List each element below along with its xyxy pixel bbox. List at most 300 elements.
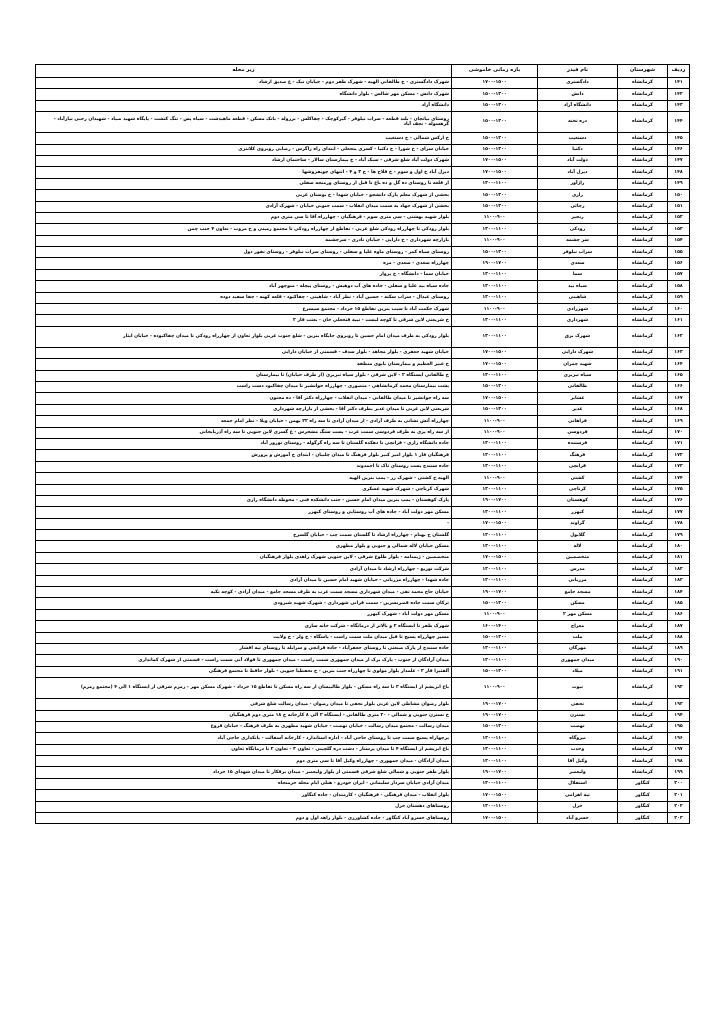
outage-table-sheet: [35, 64, 689, 824]
time-range-cell: ۱۷۰۰-۱۵۰۰: [452, 155, 538, 166]
city-cell: کرمانشاه: [618, 247, 668, 258]
row-number-cell: ۱۸۸: [668, 632, 690, 643]
row-number-cell: ۱۶۴: [668, 359, 690, 370]
row-number-cell: ۱۶۲: [668, 326, 690, 347]
area-cell: روستاهای دهستان خزل: [36, 801, 452, 812]
row-number-cell: ۱۴۵: [668, 133, 690, 144]
time-range-cell: ۱۹۰۰-۱۷۰۰: [452, 767, 538, 778]
row-number-cell: ۲۰۲: [668, 801, 690, 812]
city-cell: کرمانشاه: [618, 461, 668, 472]
time-range-cell: ۱۹۰۰-۱۷۰۰: [452, 587, 538, 598]
time-range-cell: ۱۷۰۰-۱۵۰۰: [452, 790, 538, 801]
city-cell: کرمانشاه: [618, 393, 668, 404]
time-range-cell: ۱۷۰۰-۱۵۰۰: [452, 813, 538, 824]
area-cell: خ ارکس شمالی - خ دستغیب: [36, 133, 452, 144]
city-cell: کرمانشاه: [618, 212, 668, 223]
table-row: [36, 347, 690, 358]
row-number-cell: ۱۶۹: [668, 416, 690, 427]
time-range-cell: ۱۳۰۰-۱۱۰۰: [452, 507, 538, 518]
row-number-cell: ۱۵۷: [668, 269, 690, 280]
row-number-cell: ۱۷۴: [668, 473, 690, 484]
time-range-cell: ۱۹۰۰-۱۷۰۰: [452, 710, 538, 721]
time-range-cell: ۱۱۰۰-۹۰۰: [452, 212, 538, 223]
row-number-cell: ۱۸۶: [668, 609, 690, 620]
row-number-cell: ۱۴۸: [668, 167, 690, 178]
area-cell: خیابان حاج محمد تقی - میدان شهرداری مسجد سمت غرب به طرف مسجد جامع - میدان آزادی - کوچه تکیه: [36, 587, 452, 598]
feeder-cell: مسکن: [538, 598, 618, 609]
row-number-cell: ۱۴۱: [668, 78, 690, 89]
table-row: [36, 801, 690, 812]
time-range-cell: ۱۵۰۰-۱۳۰۰: [452, 381, 538, 392]
row-number-cell: ۱۵۰: [668, 190, 690, 201]
time-range-cell: ۱۳۰۰-۱۱۰۰: [452, 575, 538, 586]
feeder-cell: سما: [538, 269, 618, 280]
area-cell: خیابان شهید جعفری - بلوار مجاهد - بلوار سدف - قسمتی از خیابان دارایی: [36, 347, 452, 358]
time-range-cell: ۱۳۰۰-۱۱۰۰: [452, 438, 538, 449]
row-number-cell: ۱۶۱: [668, 315, 690, 326]
area-cell: جاده شهدا - چهارراه مرزبانی - خیابان شهید امام حسین تا میدان آزادی: [36, 575, 452, 586]
table-row: [36, 89, 690, 100]
feeder-cell: دانشگاه آزاد: [538, 100, 618, 111]
area-cell: جاده سنندج پست روستای تاک تا احمدوند: [36, 461, 452, 472]
area-cell: دانشگاه آزاد: [36, 100, 452, 111]
table-row: [36, 587, 690, 598]
feeder-cell: استقلال: [538, 778, 618, 789]
city-cell: کرمانشاه: [618, 144, 668, 155]
area-cell: روستای بیانچان - بلند قطعه - سراب نیلوفر - گیرکوچک - چقاکلس - برزوله - بانک مسکن - قطعه ماهیدشت - سیاه پس - تنگ کنشت - پایگاه شهید صیاد - شهیدان رجبی نیازآباد - گرهسوله - نجف آباد: [36, 112, 452, 133]
table-row: [36, 167, 690, 178]
city-cell: کرمانشاه: [618, 621, 668, 632]
area-cell: شهرک ظفر تا ایستگاه ۲ و بالاتر از درمانگاه - شرکت خانه سازی: [36, 621, 452, 632]
area-cell: بلوار ظفر جنوبی و شمالی شلغ شرقی قسمتی از بلوار ولیعصر - میدان برقکار تا میدان شهدای ۱۵ خرداد: [36, 767, 452, 778]
feeder-cell: سپاه تبریزی: [538, 370, 618, 381]
table-row: [36, 813, 690, 824]
area-cell: خ شریعتی لاین شرقی تا کوچه لیست - تیپه قتحعلی خان - بعثت فاز ۲: [36, 315, 452, 326]
time-range-cell: ۱۵۰۰-۱۳۰۰: [452, 247, 538, 258]
row-number-cell: ۱۵۸: [668, 281, 690, 292]
city-cell: کرمانشاه: [618, 473, 668, 484]
table-row: [36, 258, 690, 269]
city-cell: کرمانشاه: [618, 484, 668, 495]
time-range-cell: ۱۳۰۰-۱۱۰۰: [452, 756, 538, 767]
time-range-cell: ۱۹۰۰-۱۷۰۰: [452, 258, 538, 269]
feeder-cell: مسکن مهر ۲: [538, 609, 618, 620]
time-range-cell: ۱۵۰۰-۱۳۰۰: [452, 201, 538, 212]
row-number-cell: ۱۴۹: [668, 178, 690, 189]
feeder-cell: کشتی: [538, 473, 618, 484]
feeder-cell: نبوت: [538, 678, 618, 699]
feeder-cell: رنجبر: [538, 212, 618, 223]
table-row: [36, 359, 690, 370]
row-number-cell: ۱۹۸: [668, 756, 690, 767]
feeder-cell: تپه اهرامی: [538, 790, 618, 801]
table-row: [36, 575, 690, 586]
column-header-row-number: ردیف: [668, 65, 690, 78]
area-cell: مسکن خیابان لاله شمالی و جنوبی و بلوار مطهری: [36, 541, 452, 552]
table-row: [36, 281, 690, 292]
area-cell: شهرک دادگستری - خ طالقانی الهیه - شهرک ظفر دوم - خیابان نیک - ع صدیق ارشاد: [36, 78, 452, 89]
area-cell: بلوار رودکی تا چهارراه رودکی شلغ غربی - تقاطع از چهارراه رودکی تا مجتمع زمینی و خ مروت - تعاون ۴ جنب چمن: [36, 224, 452, 235]
time-range-cell: ۱۳۰۰-۱۱۰۰: [452, 326, 538, 347]
row-number-cell: ۱۷۸: [668, 518, 690, 529]
feeder-cell: فردوسی: [538, 427, 618, 438]
time-range-cell: ۱۵۰۰-۱۳۰۰: [452, 632, 538, 643]
feeder-cell: عشاير: [538, 393, 618, 404]
time-range-cell: ۱۳۰۰-۱۱۰۰: [452, 530, 538, 541]
row-number-cell: ۱۶۶: [668, 381, 690, 392]
row-number-cell: ۱۷۶: [668, 495, 690, 506]
feeder-cell: شهرزادی: [538, 304, 618, 315]
area-cell: پشت بیمارستان محمد کرمانشاهی - منصوری - چهارراه جوانشیر تا میدان چقاکبود دست راست: [36, 381, 452, 392]
time-range-cell: ۱۵۰۰-۱۳۰۰: [452, 666, 538, 677]
time-range-cell: ۱۷۰۰-۱۵۰۰: [452, 393, 538, 404]
city-cell: کرمانشاه: [618, 495, 668, 506]
time-range-cell: ۱۳۰۰-۱۱۰۰: [452, 461, 538, 472]
city-cell: کرمانشاه: [618, 281, 668, 292]
city-cell: کرمانشاه: [618, 632, 668, 643]
city-cell: کرمانشاه: [618, 643, 668, 654]
area-cell: بازارچه شهرداری - خ دارایی - خیابان نادری - سرچشمه: [36, 235, 452, 246]
area-cell: آلفتیرا فاز ۳ - علمدار بلوار مولوی تا چهارراه جنب بنزین - خ نحفظیا جنوبی - بلوار حافظ تا مجتمع فرهنگی: [36, 666, 452, 677]
row-number-cell: ۱۸۰: [668, 541, 690, 552]
table-row: [36, 678, 690, 699]
area-cell: مسکن مهر دولت آباد - جاده های آب روستایی و روستای کیهزر: [36, 507, 452, 518]
area-cell: بلوار شهید بهشتی - سی متری سوم - فرهنگیان - چهارراه آقا تا سی متری دوم: [36, 212, 452, 223]
row-number-cell: ۱۸۲: [668, 564, 690, 575]
area-cell: خ طالقانی ایستگاه ۲ - لاین شرقی - بلوار سپاه تبریزی (از طرف خیابان) تا بیمارستان: [36, 370, 452, 381]
area-cell: -: [36, 518, 452, 529]
feeder-cell: سراب نیلوفر: [538, 247, 618, 258]
table-header-row: [36, 65, 690, 78]
row-number-cell: ۱۴۴: [668, 112, 690, 133]
feeder-cell: قزانچی: [538, 461, 618, 472]
table-row: [36, 112, 690, 133]
city-cell: کرمانشاه: [618, 269, 668, 280]
feeder-cell: دادگستری: [538, 78, 618, 89]
city-cell: کرمانشاه: [618, 224, 668, 235]
city-cell: کرمانشاه: [618, 710, 668, 721]
city-cell: کرمانشاه: [618, 258, 668, 269]
table-row: [36, 530, 690, 541]
time-range-cell: ۱۳۰۰-۱۱۰۰: [452, 292, 538, 303]
row-number-cell: ۲۰۰: [668, 778, 690, 789]
time-range-cell: ۱۳۰۰-۱۱۰۰: [452, 178, 538, 189]
row-number-cell: ۱۵۲: [668, 212, 690, 223]
row-number-cell: ۱۹۶: [668, 733, 690, 744]
area-cell: باغ ابریشم از ایستگاه ۴ تا میدان پرستار - دشت دره گلچینی - تعاون ۳ - تعاون ۲ تا درمانگاه تعاون: [36, 744, 452, 755]
row-number-cell: ۱۵۱: [668, 201, 690, 212]
city-cell: کرمانشاه: [618, 78, 668, 89]
feeder-cell: مسجد جامع: [538, 587, 618, 598]
feeder-cell: میلاد: [538, 666, 618, 677]
area-cell: گلستان خ بهنام - چهارراه ارشاد تا گلستان سمت چپ - خیابان گلسرخ: [36, 530, 452, 541]
outage-schedule-table: [35, 64, 690, 824]
city-cell: کرمانشاه: [618, 587, 668, 598]
column-header-feeder: نام فیدر: [538, 65, 618, 78]
row-number-cell: ۱۸۳: [668, 575, 690, 586]
time-range-cell: ۱۳۰۰-۱۱۰۰: [452, 224, 538, 235]
table-row: [36, 326, 690, 347]
area-cell: الهیه خ کشتی - شهرک رز - پمپ بنزین الهیه: [36, 473, 452, 484]
time-range-cell: ۱۵۰۰-۱۳۰۰: [452, 100, 538, 111]
time-range-cell: ۱۷۰۰-۱۵۰۰: [452, 347, 538, 358]
city-cell: کرمانشاه: [618, 89, 668, 100]
feeder-cell: مرزبانی: [538, 575, 618, 586]
time-range-cell: ۱۳۰۰-۱۱۰۰: [452, 541, 538, 552]
feeder-cell: لاله: [538, 541, 618, 552]
table-row: [36, 767, 690, 778]
time-range-cell: ۱۷۰۰-۱۵۰۰: [452, 167, 538, 178]
area-cell: بخشی از شهرک معلم پارک دانشجو - خیابان شهدا - خ بوستان غربی: [36, 190, 452, 201]
area-cell: مسکن مهر دولت آباد - شهرک کیهزر: [36, 609, 452, 620]
row-number-cell: ۱۷۹: [668, 530, 690, 541]
city-cell: کرمانشاه: [618, 575, 668, 586]
area-cell: شریعتی لاین غربی تا میدان غدیر بطرف دکتر آقا - بخشی از بازارچه شهرداری: [36, 404, 452, 415]
table-row: [36, 507, 690, 518]
area-cell: روستای سیاه کمر - روستای ماوه علیا و سفلی - روستای سراب نیلوفر - روستای نقور دول: [36, 247, 452, 258]
row-number-cell: ۱۹۷: [668, 744, 690, 755]
row-number-cell: ۱۶۷: [668, 393, 690, 404]
time-range-cell: ۱۳۰۰-۱۱۰۰: [452, 370, 538, 381]
feeder-cell: نجفی: [538, 699, 618, 710]
time-range-cell: ۱۷۰۰-۱۵۰۰: [452, 552, 538, 563]
row-number-cell: ۱۵۶: [668, 258, 690, 269]
city-cell: کرمانشاه: [618, 666, 668, 677]
time-range-cell: ۱۵۰۰-۱۳۰۰: [452, 89, 538, 100]
city-cell: کرمانشاه: [618, 756, 668, 767]
city-cell: کرمانشاه: [618, 678, 668, 699]
area-cell: شهرک دانش - مسکن مهر شالس - بلوار دانشگاه: [36, 89, 452, 100]
feeder-cell: دانش: [538, 89, 618, 100]
feeder-cell: ملت: [538, 632, 618, 643]
feeder-cell: خزل: [538, 801, 618, 812]
table-row: [36, 178, 690, 189]
row-number-cell: ۱۴۷: [668, 155, 690, 166]
table-row: [36, 710, 690, 721]
city-cell: کرمانشاه: [618, 767, 668, 778]
area-cell: خ عبیر العظیم و بیمارستان بابوی منطقه: [36, 359, 452, 370]
city-cell: کرمانشاه: [618, 326, 668, 347]
feeder-cell: رجائی: [538, 201, 618, 212]
feeder-cell: نسترن: [538, 710, 618, 721]
feeder-cell: راژآور: [538, 178, 618, 189]
feeder-cell: میدان جمهوری: [538, 655, 618, 666]
table-row: [36, 100, 690, 111]
area-cell: از قلعه تا روستای ده گل و ده باغ تا قبل از روستای ورمنجه سفلی: [36, 178, 452, 189]
city-cell: کرمانشاه: [618, 315, 668, 326]
row-number-cell: ۱۵۵: [668, 247, 690, 258]
feeder-cell: گراوند: [538, 518, 618, 529]
area-cell: بخشی از شهرک جهاد به سمت میدان انقلاب - سمت جنوبی خیابان - شهرک آزادی: [36, 201, 452, 212]
time-range-cell: ۱۳۰۰-۱۱۰۰: [452, 564, 538, 575]
table-row: [36, 655, 690, 666]
time-range-cell: ۱۱۰۰-۹۰۰: [452, 473, 538, 484]
city-cell: کرمانشاه: [618, 133, 668, 144]
time-range-cell: ۱۳۰۰-۱۱۰۰: [452, 269, 538, 280]
city-cell: کنگاور: [618, 790, 668, 801]
table-row: [36, 699, 690, 710]
city-cell: کرمانشاه: [618, 359, 668, 370]
area-cell: باغ ابریشم از ایستگاه ۳ تا سه راه مسکن - بلوار طالبیسان از سه راه مسکن تا تقاطع ۱۵ خرداد - شهرک مسکن مهر - زمزم شرقی از ایستگاه ۱ الی ۴ (مجتمع زمزم): [36, 678, 452, 699]
feeder-cell: دره تخته: [538, 112, 618, 133]
row-number-cell: ۱۹۵: [668, 721, 690, 732]
feeder-cell: فرهنگ: [538, 450, 618, 461]
table-row: [36, 144, 690, 155]
area-cell: ترکان سمت جاده قصرنسرین - سمت قرانی شهرداری - شهرک شهید شیرودی: [36, 598, 452, 609]
row-number-cell: ۱۹۹: [668, 767, 690, 778]
table-row: [36, 381, 690, 392]
feeder-cell: دستغیب: [538, 133, 618, 144]
time-range-cell: ۱۵۰۰-۱۳۰۰: [452, 598, 538, 609]
feeder-cell: شهرداری: [538, 315, 618, 326]
feeder-cell: شهرک برق: [538, 326, 618, 347]
table-row: [36, 155, 690, 166]
feeder-cell: شهید چمران: [538, 359, 618, 370]
time-range-cell: ۱۳۰۰-۱۱۰۰: [452, 484, 538, 495]
row-number-cell: ۱۹۳: [668, 699, 690, 710]
row-number-cell: ۱۶۳: [668, 347, 690, 358]
row-number-cell: ۱۶۸: [668, 404, 690, 415]
feeder-cell: کوهستان: [538, 495, 618, 506]
city-cell: کرمانشاه: [618, 190, 668, 201]
feeder-cell: طالقانی: [538, 381, 618, 392]
feeder-cell: فرستنده: [538, 438, 618, 449]
table-body: [36, 78, 690, 824]
time-range-cell: ۱۳۰۰-۱۱۰۰: [452, 281, 538, 292]
table-row: [36, 404, 690, 415]
feeder-cell: سیاه بید: [538, 281, 618, 292]
table-row: [36, 632, 690, 643]
city-cell: کرمانشاه: [618, 552, 668, 563]
city-cell: کرمانشاه: [618, 721, 668, 732]
city-cell: کرمانشاه: [618, 167, 668, 178]
feeder-cell: دیزل آباد: [538, 167, 618, 178]
time-range-cell: ۱۱۰۰-۹۰۰: [452, 609, 538, 620]
city-cell: کرمانشاه: [618, 235, 668, 246]
table-row: [36, 744, 690, 755]
city-cell: کرمانشاه: [618, 427, 668, 438]
table-row: [36, 609, 690, 620]
row-number-cell: ۱۵۳: [668, 224, 690, 235]
table-row: [36, 473, 690, 484]
table-row: [36, 733, 690, 744]
table-row: [36, 598, 690, 609]
time-range-cell: ۱۵۰۰-۱۳۰۰: [452, 112, 538, 133]
city-cell: کرمانشاه: [618, 201, 668, 212]
time-range-cell: ۱۳۰۰-۱۱۰۰: [452, 315, 538, 326]
time-range-cell: ۱۳۰۰-۱۱۰۰: [452, 655, 538, 666]
city-cell: کرمانشاه: [618, 609, 668, 620]
area-cell: پرچهاراه پسیچ سمت چپ تا روستای حاجی آباد - اداره استاندارد - کارخانه آسفالت - بانکداری حاجی آباد: [36, 733, 452, 744]
row-number-cell: ۱۹۰: [668, 655, 690, 666]
area-cell: میدان آزادی خیابان سردار سلیمانی - ایران خودرو - هتلی ایام محله خرمنجاه: [36, 778, 452, 789]
area-cell: مسیر چهارراه پسیج تا قبل میدان ملت سمت راست - پاسگاه - خ ولز - خ ولایت: [36, 632, 452, 643]
time-range-cell: ۱۱۰۰-۹۰۰: [452, 235, 538, 246]
row-number-cell: ۱۷۲: [668, 450, 690, 461]
table-row: [36, 564, 690, 575]
row-number-cell: ۱۸۷: [668, 621, 690, 632]
feeder-cell: گلابول: [538, 530, 618, 541]
time-range-cell: ۱۵۰۰-۱۳۰۰: [452, 404, 538, 415]
row-number-cell: ۱۸۹: [668, 643, 690, 654]
area-cell: خ نسترن جنوبی و شمالی - ۲۰ متری طالقانی - ایستگاه ۲ الی ۸ کارخانه خ ۱۸ متری دوم فرهنگیان: [36, 710, 452, 721]
time-range-cell: ۱۱۰۰-۹۰۰: [452, 427, 538, 438]
row-number-cell: ۱۸۵: [668, 598, 690, 609]
table-row: [36, 427, 690, 438]
area-cell: روستای عبدال - سراب سکنه - حسین آباد - نظر آباد - شاهینی - چقاکبود - قلعه کهنه - چقا سفید دوده: [36, 292, 452, 303]
table-row: [36, 235, 690, 246]
table-row: [36, 495, 690, 506]
column-header-city: شهرستان: [618, 65, 668, 78]
time-range-cell: ۱۵۰۰-۱۳۰۰: [452, 133, 538, 144]
feeder-cell: ولیعصر: [538, 767, 618, 778]
area-cell: فرهنگیان فاز ۱ بلوار امیر کبیر بلوار فرهنگ تا میدان چلبیان - ابتدای خ آموزش و پرورش: [36, 450, 452, 461]
table-row: [36, 78, 690, 89]
area-cell: بلوار رودکی به طرف میدان امام حسین تا روبروی جایگاه بنزین - شلغ جنوب غربی بلوار تعاون از چهارراه رودکی تا میدان چقاکبوده - خیابان ایثار: [36, 326, 452, 347]
feeder-cell: غدیر: [538, 404, 618, 415]
area-cell: از سه راه پری به طرف فردوسی سمت غرب - پست سنگ مشحرس - ع گسری لاین جنوبی تا سه راه آذربایجانی: [36, 427, 452, 438]
city-cell: کرمانشاه: [618, 518, 668, 529]
table-row: [36, 621, 690, 632]
row-number-cell: ۱۷۰: [668, 427, 690, 438]
feeder-cell: نهضت: [538, 721, 618, 732]
table-row: [36, 643, 690, 654]
row-number-cell: ۱۸۱: [668, 552, 690, 563]
row-number-cell: ۱۴۲: [668, 89, 690, 100]
feeder-cell: شهرک دارایی: [538, 347, 618, 358]
time-range-cell: ۱۵۰۰-۱۳۰۰: [452, 721, 538, 732]
time-range-cell: ۱۹۰۰-۱۷۰۰: [452, 495, 538, 506]
time-range-cell: ۱۳۰۰-۱۱۰۰: [452, 801, 538, 812]
city-cell: کرمانشاه: [618, 744, 668, 755]
city-cell: کرمانشاه: [618, 530, 668, 541]
area-cell: چهارراه سعدی - سعدی - مزه: [36, 258, 452, 269]
area-cell: شهرک کرناچی - شهرک شهید عسکری: [36, 484, 452, 495]
feeder-cell: سعدی: [538, 258, 618, 269]
feeder-cell: مدرس: [538, 564, 618, 575]
table-row: [36, 393, 690, 404]
table-row: [36, 518, 690, 529]
row-number-cell: ۱۵۴: [668, 235, 690, 246]
time-range-cell: ۱۷۰۰-۱۵۰۰: [452, 78, 538, 89]
time-range-cell: ۱۵۰۰-۱۳۰۰: [452, 144, 538, 155]
time-range-cell: ۱۱۰۰-۹۰۰: [452, 304, 538, 315]
table-row: [36, 292, 690, 303]
city-cell: کرمانشاه: [618, 416, 668, 427]
area-cell: بلوار رضوان مشاطی لاین غربی بلوار نجفی تا میدان رضوان - میدان رسالت شلغ شرقی: [36, 699, 452, 710]
time-range-cell: ۱۱۰۰-۹۰۰: [452, 416, 538, 427]
table-row: [36, 269, 690, 280]
feeder-cell: دولت آباد: [538, 155, 618, 166]
city-cell: کنگاور: [618, 813, 668, 824]
feeder-cell: دکتیا: [538, 144, 618, 155]
area-cell: میدان آزادگان - میدان جمهوری - چهارراه وکیل آقا تا سی متری دوم: [36, 756, 452, 767]
area-cell: میدان رسالت - مجتمع میدان رسالت - خیابان نهضت - خیابان شهید مطهری به طرف فرهنگ - خیابان فروغ: [36, 721, 452, 732]
city-cell: کرمانشاه: [618, 404, 668, 415]
city-cell: کرمانشاه: [618, 112, 668, 133]
area-cell: روستاهای خسرو آباد کنگاور - جاده کشاورزی - بلوار زاهد اول و دوم: [36, 813, 452, 824]
area-cell: بلوار انقلاب - میدان فرهنگی - فرهنگیان - کارمندان - جاده کنگاور: [36, 790, 452, 801]
city-cell: کرمانشاه: [618, 438, 668, 449]
table-row: [36, 247, 690, 258]
row-number-cell: ۱۴۶: [668, 144, 690, 155]
row-number-cell: ۱۷۵: [668, 484, 690, 495]
city-cell: کرمانشاه: [618, 507, 668, 518]
table-row: [36, 541, 690, 552]
table-row: [36, 224, 690, 235]
area-cell: میدان آزادگان از جنوب - پارک یرک از میدان جمهوری سمت راست - میدان جمهوری تا فولاد آنی سمت راست - قسمتی از شهرک کمانداری: [36, 655, 452, 666]
time-range-cell: ۱۳۰۰-۱۱۰۰: [452, 450, 538, 461]
